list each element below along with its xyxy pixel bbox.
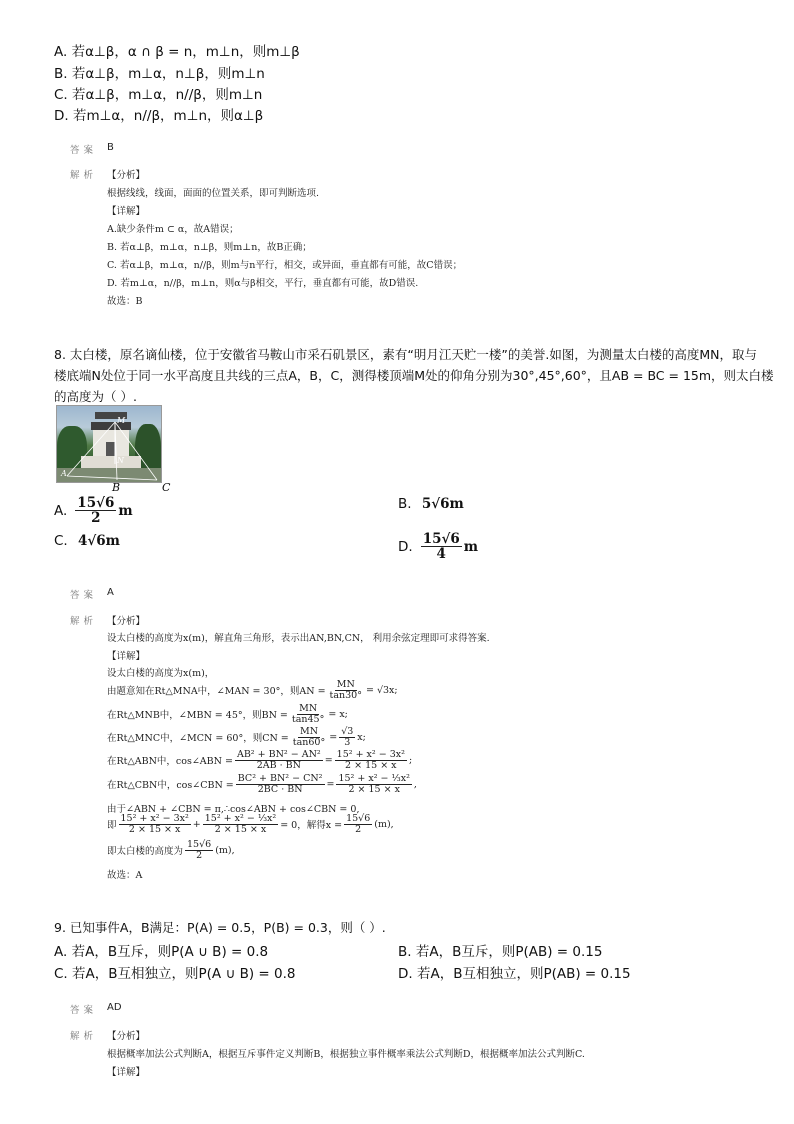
- q9-solution-line: 【详解】: [107, 1067, 146, 1078]
- q8-solution-line: 在Rt△ABN中，cos∠ABN = $\frac{\text{AB² + BN² − AN²}}{2AB \cdot BN}$ = $\frac{\text{15² + x² − 3x²}}{2 \times 15 \times x}$ ;: [107, 749, 413, 771]
- q8-solution-line: 即太白楼的高度为 $\frac{15√6}{2}$ (m),: [107, 839, 235, 861]
- q8-solution-line: 由题意知在Rt△MNA中，∠MAN = 30°，则AN = $\frac{MN}{\tan 30^\circ}$ = √3x;: [107, 679, 398, 701]
- q9-option-c: C. 若A，B互相独立，则P(A ∪ B) = 0.8: [54, 966, 296, 982]
- q7-option-a: A. 若α⊥β，α ∩ β = n，m⊥n，则m⊥β: [54, 44, 300, 60]
- q8-solution-line: 由于∠ABN + ∠CBN = π,∴cos∠ABN + cos∠CBN = 0,: [107, 804, 360, 815]
- q8-solution-line: 故选：A: [107, 870, 143, 881]
- q7-solution-line: 【分析】: [107, 170, 146, 181]
- q8-analysis-label: 解析: [70, 616, 98, 627]
- q9-analysis-label: 解析: [70, 1031, 98, 1042]
- q7-solution-line: A.缺少条件m ⊂ α，故A错误；: [107, 224, 239, 235]
- measurement-lines: [57, 406, 161, 482]
- q8-solution-line: 在Rt△MNB中，∠MBN = 45°，则BN = $\frac{MN}{\tan 45^\circ}$ = x;: [107, 703, 348, 725]
- q9-solution-line: 【分析】: [107, 1031, 146, 1042]
- q9-answer-value: AD: [107, 1002, 122, 1013]
- q8-solution-line: 【详解】: [107, 651, 146, 662]
- q9-option-d: D. 若A，B互相独立，则P(AB) = 0.15: [398, 966, 631, 982]
- q7-option-c: C. 若α⊥β，m⊥α，n//β，则m⊥n: [54, 87, 263, 103]
- q8-answer-value: A: [107, 587, 114, 598]
- q7-solution-line: B. 若α⊥β，m⊥α，n⊥β，则m⊥n，故B正确；: [107, 242, 312, 253]
- q8-answer-label: 答案: [70, 590, 98, 601]
- q8-solution-line: 在Rt△MNC中，∠MCN = 60°，则CN = $\frac{MN}{\tan 60^\circ}$ = $\frac{√3}{3}$ x;: [107, 726, 366, 748]
- figure-label-m: M: [117, 416, 126, 425]
- q7-analysis-label: 解析: [70, 170, 98, 181]
- q8-solution-line: 【分析】: [107, 616, 146, 627]
- q7-solution-line: 故选：B: [107, 296, 143, 307]
- figure-label-a: A: [61, 469, 67, 478]
- q9-answer-label: 答案: [70, 1005, 98, 1016]
- q7-answer-label: 答案: [70, 145, 98, 156]
- q8-solution-line: 设太白楼的高度为x(m)，解直角三角形，表示出AN,BN,CN， 利用余弦定理即可求得答案.: [107, 633, 490, 644]
- q9-option-b: B. 若A，B互斥，则P(AB) = 0.15: [398, 944, 603, 960]
- q8-solution-line: 即 $\frac{\text{15² + x² − 3x²}}{2 \times 15 \times x}$ + $\frac{\text{15² + x² − ⅓x²}}{2 \times 15 \times x}$ = 0，解得x = $\frac{15√6}{2}$ (m),: [107, 813, 394, 835]
- figure-label-c: C: [162, 481, 171, 494]
- q8-option-a: A. $\frac{15√6}{2}$ m: [54, 495, 133, 527]
- taibai-tower-photo: [56, 405, 162, 483]
- q8-stem-line-2: 楼底端N处位于同一水平高度且共线的三点A，B，C，测得楼顶端M处的仰角分别为30°,45°,60°，且AB = BC = 15m，则太白楼: [54, 368, 774, 383]
- q8-option-c: C. 4√6m: [54, 533, 120, 549]
- q7-option-b: B. 若α⊥β，m⊥α，n⊥β，则m⊥n: [54, 66, 265, 82]
- q9-solution-line: 根据概率加法公式判断A，根据互斥事件定义判断B，根据独立事件概率乘法公式判断D，根据概率加法公式判断C.: [107, 1049, 585, 1060]
- q8-option-d: D. $\frac{15√6}{4}$ m: [398, 531, 479, 563]
- q7-solution-line: 【详解】: [107, 206, 146, 217]
- q7-solution-line: D. 若m⊥α，n//β，m⊥n，则α与β相交，平行，垂直都有可能，故D错误.: [107, 278, 419, 289]
- q7-answer-value: B: [107, 142, 114, 153]
- q8-solution-line: 在Rt△CBN中，cos∠CBN = $\frac{\text{BC² + BN² − CN²}}{2BC \cdot BN}$ = $\frac{\text{15² + x² − ⅓x²}}{2 \times 15 \times x}$ ,: [107, 773, 417, 795]
- q8-solution-line: 设太白楼的高度为x(m)，: [107, 668, 215, 679]
- q8-stem-line-3: 的高度为（ ）.: [54, 389, 137, 404]
- figure-label-b: B: [112, 481, 121, 494]
- q9-option-a: A. 若A，B互斥，则P(A ∪ B) = 0.8: [54, 944, 269, 960]
- q7-option-d: D. 若m⊥α，n//β，m⊥n，则α⊥β: [54, 108, 264, 124]
- figure-label-n: N: [117, 456, 124, 465]
- q7-solution-line: 根据线线，线面，面面的位置关系，即可判断选项.: [107, 188, 320, 199]
- q8-option-b: B. 5√6m: [398, 496, 464, 512]
- q9-stem: 9. 已知事件A，B满足：P(A) = 0.5，P(B) = 0.3，则（ ）.: [54, 920, 386, 935]
- q7-solution-line: C. 若α⊥β，m⊥α，n//β，则m与n平行，相交，或异面，垂直都有可能，故C错误；: [107, 260, 463, 271]
- q8-stem-line-1: 8. 太白楼，原名谪仙楼，位于安徽省马鞍山市采石矶景区，素有“明月江天贮一楼”的美誉.如图，为测量太白楼的高度MN，取与: [54, 347, 757, 362]
